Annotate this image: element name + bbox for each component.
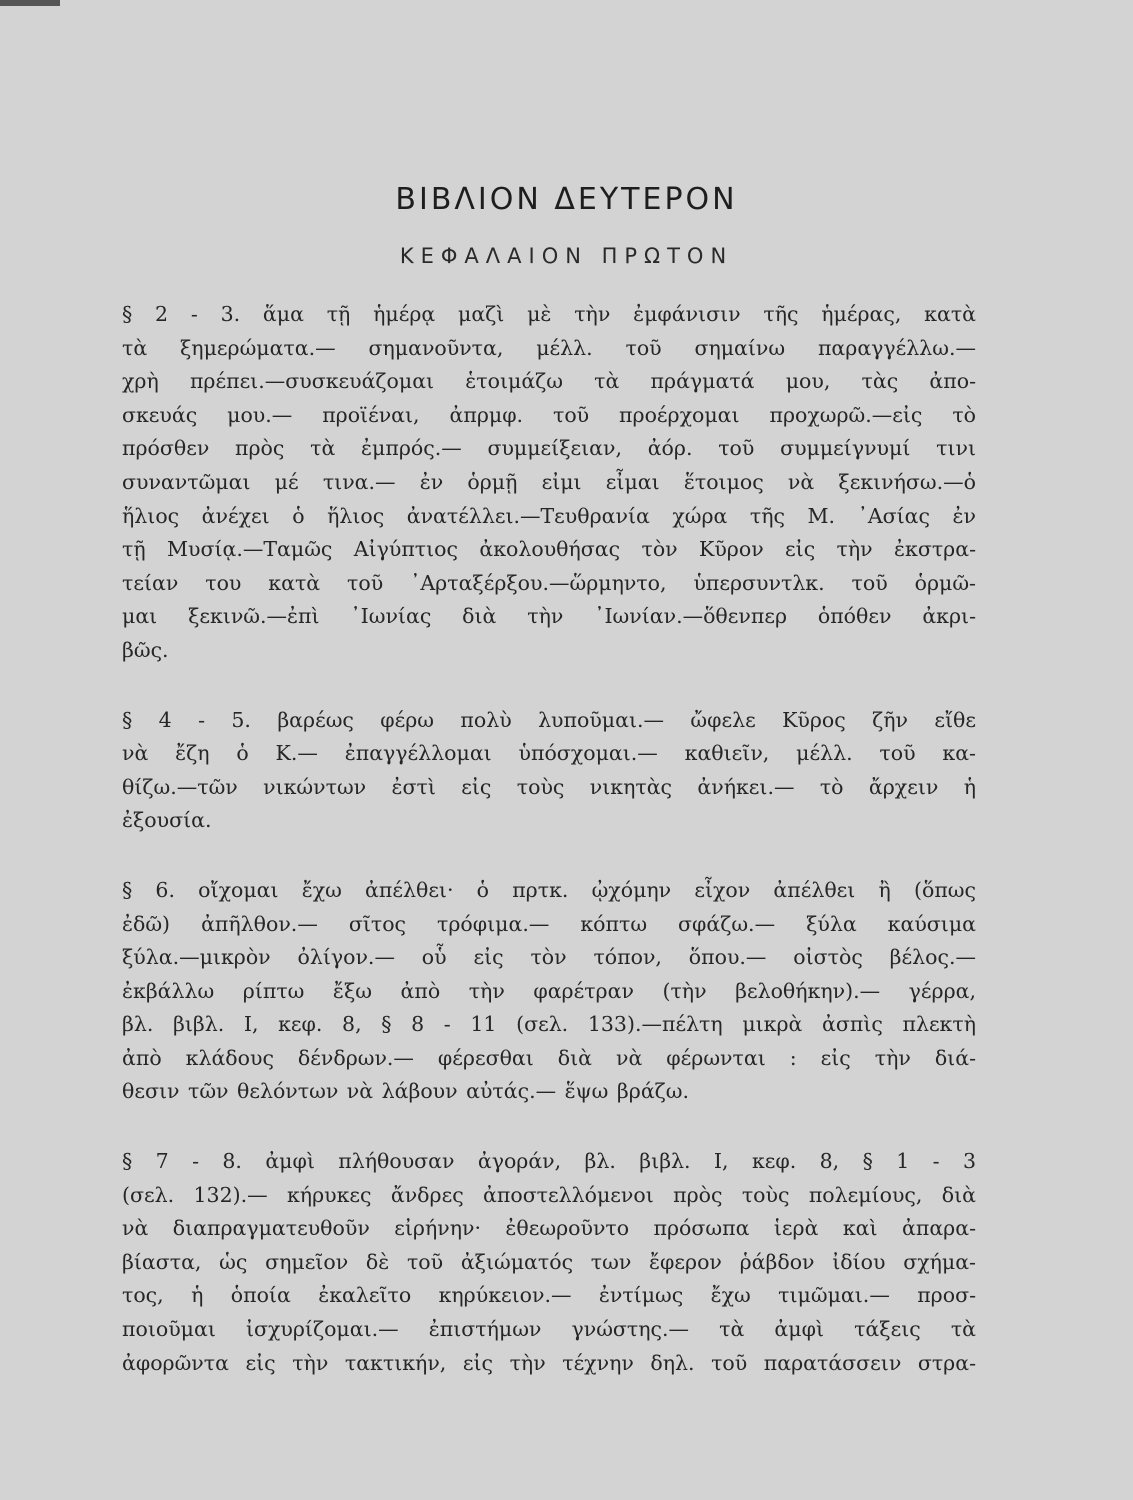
section-2-3 xyxy=(122,298,976,668)
text-line: τῇ Μυσίᾳ.—Ταμῶς Αἰγύπτιος ἀκολουθήσας τὸν Κῦρον εἰς τὴν ἐκστρα- xyxy=(122,537,976,562)
text-line: νὰ ἔζη ὁ Κ.— ἐπαγγέλλομαι ὑπόσχομαι.— καθιεῖν, μέλλ. τοῦ κα- xyxy=(122,741,976,766)
text-line: § 4 - 5. βαρέως φέρω πολὺ λυποῦμαι.— ὤφελε Κῦρος ζῆν εἴθε xyxy=(122,707,976,732)
text-line: βίαστα, ὡς σημεῖον δὲ τοῦ ἀξιώματός των ἔφερον ῥάβδον ἰδίου σχήμα- xyxy=(122,1249,976,1274)
text-line: χρὴ πρέπει.—συσκευάζομαι ἑτοιμάζω τὰ πράγματά μου, τὰς ἀπο- xyxy=(122,369,976,394)
section-6 xyxy=(122,874,976,1109)
text-line: ἀφορῶντα εἰς τὴν τακτικήν, εἰς τὴν τέχνην δηλ. τοῦ παρατάσσειν στρα- xyxy=(122,1350,976,1375)
text-line: θίζω.—τῶν νικώντων ἐστὶ εἰς τοὺς νικητὰς ἀνήκει.— τὸ ἄρχειν ἡ xyxy=(122,774,976,799)
text-line: ποιοῦμαι ἰσχυρίζομαι.— ἐπιστήμων γνώστης.— τὰ ἀμφὶ τάξεις τὰ xyxy=(122,1317,976,1342)
text-line: (σελ. 132).— κήρυκες ἄνδρες ἀποστελλόμενοι πρὸς τοὺς πολεμίους, διὰ xyxy=(122,1182,976,1207)
section-4-5 xyxy=(122,704,976,838)
text-line: νὰ διαπραγματευθοῦν εἰρήνην· ἐθεωροῦντο πρόσωπα ἱερὰ καὶ ἀπαρα- xyxy=(122,1216,976,1241)
chapter-title: ΚΕΦΑΛΑΙΟΝ ΠΡΩΤΟΝ xyxy=(399,244,734,268)
commentary-body xyxy=(122,298,976,1380)
text-line: ἀπὸ κλάδους δένδρων.— φέρεσθαι διὰ νὰ φέρωνται : εἰς τὴν διά- xyxy=(122,1045,976,1070)
text-line: ἐδῶ) ἀπῆλθον.— σῖτος τρόφιμα.— κόπτω σφάζω.— ξύλα καύσιμα xyxy=(122,911,976,936)
page-edge-shadow xyxy=(0,0,60,6)
text-line: τὰ ξημερώματα.— σημανοῦντα, μέλλ. τοῦ σημαίνω παραγγέλλω.— xyxy=(122,335,976,360)
text-line: τος, ἡ ὁποία ἐκαλεῖτο κηρύκειον.— ἐντίμως ἔχω τιμῶμαι.— προσ- xyxy=(122,1283,976,1308)
text-line: ξύλα.—μικρὸν ὀλίγον.— οὗ εἰς τὸν τόπον, ὅπου.— οἰστὸς βέλος.— xyxy=(122,945,976,970)
text-line: συναντῶμαι μέ τινα.— ἐν ὁρμῇ εἰμι εἶμαι ἕτοιμος νὰ ξεκινήσω.—ὁ xyxy=(122,469,976,494)
text-line: μαι ξεκινῶ.—ἐπὶ ᾿Ιωνίας διὰ τὴν ᾿Ιωνίαν.—ὅθενπερ ὁπόθεν ἀκρι- xyxy=(122,604,976,629)
text-line: ἐξουσία. xyxy=(122,808,212,833)
text-line: βῶς. xyxy=(122,637,169,662)
text-line: ἥλιος ἀνέχει ὁ ἥλιος ἀνατέλλει.—Τευθρανία χώρα τῆς Μ. ᾿Ασίας ἐν xyxy=(122,503,976,528)
text-line: ἐκβάλλω ρίπτω ἔξω ἀπὸ τὴν φαρέτραν (τὴν βελοθήκην).— γέρρα, xyxy=(122,978,976,1003)
text-line: πρόσθεν πρὸς τὰ ἐμπρός.— συμμείξειαν, ἀόρ. τοῦ συμμείγνυμί τινι xyxy=(122,436,976,461)
text-line: τείαν του κατὰ τοῦ ᾿Αρταξέρξου.—ὥρμηντο, ὑπερσυντλκ. τοῦ ὁρμῶ- xyxy=(122,570,976,595)
text-line: θεσιν τῶν θελόντων νὰ λάβουν αὐτάς.— ἕψω βράζω. xyxy=(122,1079,689,1104)
book-title: ΒΙΒΛΙΟΝ ΔΕΥΤΕΡΟΝ xyxy=(395,182,738,217)
text-line: § 2 - 3. ἅμα τῇ ἡμέρᾳ μαζὶ μὲ τὴν ἐμφάνισιν τῆς ἡμέρας, κατὰ xyxy=(122,302,976,326)
section-7-8 xyxy=(122,1145,976,1380)
text-line: σκευάς μου.— προϊέναι, ἀπρμφ. τοῦ προέρχομαι προχωρῶ.—εἰς τὸ xyxy=(122,402,976,427)
text-line: βλ. βιβλ. Ι, κεφ. 8, § 8 - 11 (σελ. 133).—πέλτη μικρὰ ἀσπὶς πλεκτὴ xyxy=(122,1012,976,1037)
text-line: § 6. οἴχομαι ἔχω ἀπέλθει· ὁ πρτκ. ᾠχόμην εἶχον ἀπέλθει ἢ (ὅπως xyxy=(122,877,976,902)
text-line: § 7 - 8. ἀμφὶ πλήθουσαν ἀγοράν, βλ. βιβλ. Ι, κεφ. 8, § 1 - 3 xyxy=(122,1149,976,1174)
